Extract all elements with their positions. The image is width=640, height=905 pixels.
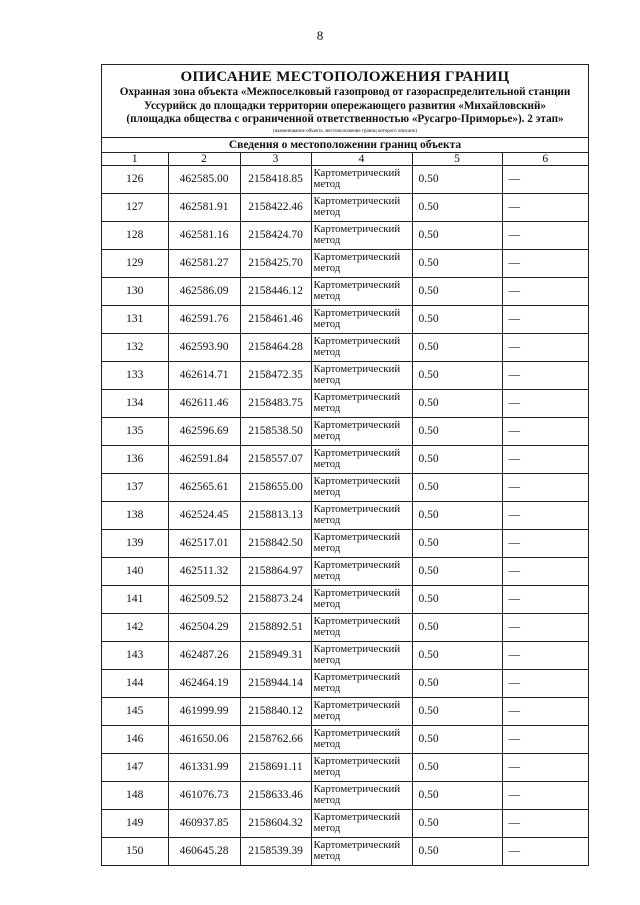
accuracy-cell: 0.50: [412, 445, 502, 473]
x-coordinate-cell: 462487.26: [168, 641, 240, 669]
accuracy-cell: 0.50: [412, 613, 502, 641]
table-row: [102, 613, 588, 641]
y-coordinate-cell: 2158655.00: [240, 473, 311, 501]
y-coordinate-cell: 2158813.13: [240, 501, 311, 529]
table-row: [102, 389, 588, 417]
method-cell: Картометрический метод: [311, 445, 412, 473]
y-coordinate-cell: 2158483.75: [240, 389, 311, 417]
x-coordinate-cell: 462581.27: [168, 249, 240, 277]
point-number-cell: 134: [102, 389, 168, 417]
table-row: [102, 221, 588, 249]
y-coordinate-cell: 2158464.28: [240, 333, 311, 361]
column-header: 2: [168, 153, 240, 166]
x-coordinate-cell: 461076.73: [168, 781, 240, 809]
description-cell: —: [502, 193, 588, 221]
x-coordinate-cell: 462593.90: [168, 333, 240, 361]
description-cell: —: [502, 305, 588, 333]
accuracy-cell: 0.50: [412, 781, 502, 809]
table-row: [102, 781, 588, 809]
method-cell: Картометрический метод: [311, 557, 412, 585]
x-coordinate-cell: 462596.69: [168, 417, 240, 445]
x-coordinate-cell: 462611.46: [168, 389, 240, 417]
table-row: [102, 277, 588, 305]
x-coordinate-cell: 462504.29: [168, 613, 240, 641]
point-number-cell: 132: [102, 333, 168, 361]
description-cell: —: [502, 837, 588, 865]
description-cell: —: [502, 417, 588, 445]
x-coordinate-cell: 462511.32: [168, 557, 240, 585]
description-cell: —: [502, 501, 588, 529]
method-cell: Картометрический метод: [311, 473, 412, 501]
description-cell: —: [502, 473, 588, 501]
accuracy-cell: 0.50: [412, 389, 502, 417]
method-cell: Картометрический метод: [311, 305, 412, 333]
point-number-cell: 144: [102, 669, 168, 697]
method-cell: Картометрический метод: [311, 361, 412, 389]
point-number-cell: 142: [102, 613, 168, 641]
table-row: [102, 249, 588, 277]
point-number-cell: 143: [102, 641, 168, 669]
y-coordinate-cell: 2158873.24: [240, 585, 311, 613]
table-row: [102, 417, 588, 445]
method-cell: Картометрический метод: [311, 333, 412, 361]
point-number-cell: 138: [102, 501, 168, 529]
description-cell: —: [502, 809, 588, 837]
accuracy-cell: 0.50: [412, 333, 502, 361]
method-cell: Картометрический метод: [311, 669, 412, 697]
x-coordinate-cell: 462591.76: [168, 305, 240, 333]
y-coordinate-cell: 2158604.32: [240, 809, 311, 837]
point-number-cell: 150: [102, 837, 168, 865]
accuracy-cell: 0.50: [412, 501, 502, 529]
description-cell: —: [502, 725, 588, 753]
point-number-cell: 136: [102, 445, 168, 473]
accuracy-cell: 0.50: [412, 249, 502, 277]
accuracy-cell: 0.50: [412, 277, 502, 305]
y-coordinate-cell: 2158461.46: [240, 305, 311, 333]
x-coordinate-cell: 461331.99: [168, 753, 240, 781]
table-row: [102, 473, 588, 501]
point-number-cell: 135: [102, 417, 168, 445]
description-cell: —: [502, 753, 588, 781]
object-name-caption: (наименование объекта, местоположение границ которого описано): [272, 128, 418, 134]
accuracy-cell: 0.50: [412, 165, 502, 193]
point-number-cell: 137: [102, 473, 168, 501]
x-coordinate-cell: 461650.06: [168, 725, 240, 753]
form-title: ОПИСАНИЕ МЕСТОПОЛОЖЕНИЯ ГРАНИЦ: [180, 69, 510, 85]
x-coordinate-cell: 462591.84: [168, 445, 240, 473]
accuracy-cell: 0.50: [412, 753, 502, 781]
y-coordinate-cell: 2158633.46: [240, 781, 311, 809]
y-coordinate-cell: 2158539.39: [240, 837, 311, 865]
y-coordinate-cell: 2158892.51: [240, 613, 311, 641]
description-cell: —: [502, 669, 588, 697]
table-row: [102, 193, 588, 221]
point-number-cell: 145: [102, 697, 168, 725]
table-row: [102, 697, 588, 725]
y-coordinate-cell: 2158472.35: [240, 361, 311, 389]
y-coordinate-cell: 2158425.70: [240, 249, 311, 277]
method-cell: Картометрический метод: [311, 725, 412, 753]
column-numbers-row: [102, 153, 588, 166]
y-coordinate-cell: 2158762.66: [240, 725, 311, 753]
method-cell: Картометрический метод: [311, 753, 412, 781]
table-row: [102, 501, 588, 529]
x-coordinate-cell: 462585.00: [168, 165, 240, 193]
table-row: [102, 445, 588, 473]
table-row: [102, 529, 588, 557]
table-row: [102, 641, 588, 669]
method-cell: Картометрический метод: [311, 193, 412, 221]
description-cell: —: [502, 781, 588, 809]
y-coordinate-cell: 2158864.97: [240, 557, 311, 585]
description-cell: —: [502, 529, 588, 557]
x-coordinate-cell: 462517.01: [168, 529, 240, 557]
method-cell: Картометрический метод: [311, 613, 412, 641]
column-header: 1: [102, 153, 168, 166]
description-cell: —: [502, 389, 588, 417]
x-coordinate-cell: 462464.19: [168, 669, 240, 697]
table-row: [102, 669, 588, 697]
x-coordinate-cell: 462581.16: [168, 221, 240, 249]
description-cell: —: [502, 445, 588, 473]
method-cell: Картометрический метод: [311, 697, 412, 725]
table-row: [102, 809, 588, 837]
method-cell: Картометрический метод: [311, 529, 412, 557]
y-coordinate-cell: 2158422.46: [240, 193, 311, 221]
table-row: [102, 585, 588, 613]
y-coordinate-cell: 2158949.31: [240, 641, 311, 669]
point-number-cell: 127: [102, 193, 168, 221]
y-coordinate-cell: 2158557.07: [240, 445, 311, 473]
table-body: [102, 165, 588, 865]
accuracy-cell: 0.50: [412, 809, 502, 837]
column-header: 3: [240, 153, 311, 166]
accuracy-cell: 0.50: [412, 725, 502, 753]
point-number-cell: 148: [102, 781, 168, 809]
table-row: [102, 165, 588, 193]
x-coordinate-cell: 461999.99: [168, 697, 240, 725]
y-coordinate-cell: 2158842.50: [240, 529, 311, 557]
x-coordinate-cell: 460645.28: [168, 837, 240, 865]
y-coordinate-cell: 2158446.12: [240, 277, 311, 305]
y-coordinate-cell: 2158538.50: [240, 417, 311, 445]
point-number-cell: 131: [102, 305, 168, 333]
description-cell: —: [502, 697, 588, 725]
point-number-cell: 149: [102, 809, 168, 837]
method-cell: Картометрический метод: [311, 809, 412, 837]
table-row: [102, 557, 588, 585]
boundary-description-form: [101, 64, 589, 866]
description-cell: —: [502, 277, 588, 305]
accuracy-cell: 0.50: [412, 585, 502, 613]
method-cell: Картометрический метод: [311, 641, 412, 669]
y-coordinate-cell: 2158691.11: [240, 753, 311, 781]
description-cell: —: [502, 613, 588, 641]
object-name-line-2: Уссурийск до площадки территории опережающего развития «Михайловский»: [143, 99, 547, 112]
point-number-cell: 126: [102, 165, 168, 193]
method-cell: Картометрический метод: [311, 249, 412, 277]
table-row: [102, 753, 588, 781]
coordinates-table: [102, 153, 588, 866]
point-number-cell: 133: [102, 361, 168, 389]
y-coordinate-cell: 2158418.85: [240, 165, 311, 193]
point-number-cell: 129: [102, 249, 168, 277]
point-number-cell: 128: [102, 221, 168, 249]
description-cell: —: [502, 221, 588, 249]
y-coordinate-cell: 2158944.14: [240, 669, 311, 697]
method-cell: Картометрический метод: [311, 165, 412, 193]
column-header: 4: [311, 153, 412, 166]
description-cell: —: [502, 361, 588, 389]
accuracy-cell: 0.50: [412, 221, 502, 249]
method-cell: Картометрический метод: [311, 501, 412, 529]
method-cell: Картометрический метод: [311, 837, 412, 865]
point-number-cell: 139: [102, 529, 168, 557]
table-row: [102, 333, 588, 361]
method-cell: Картометрический метод: [311, 277, 412, 305]
accuracy-cell: 0.50: [412, 697, 502, 725]
object-name-line-1: Охранная зона объекта «Межпоселковый газопровод от газораспределительной станции: [119, 86, 571, 98]
point-number-cell: 146: [102, 725, 168, 753]
point-number-cell: 141: [102, 585, 168, 613]
column-header: 5: [412, 153, 502, 166]
y-coordinate-cell: 2158424.70: [240, 221, 311, 249]
column-header: 6: [502, 153, 588, 166]
accuracy-cell: 0.50: [412, 193, 502, 221]
object-name-line-3: (площадка общества с ограниченной ответственностью «Русагро-Приморье»). 2 этап»: [126, 113, 564, 125]
x-coordinate-cell: 462524.45: [168, 501, 240, 529]
x-coordinate-cell: 462581.91: [168, 193, 240, 221]
page-number: 8: [316, 28, 324, 43]
accuracy-cell: 0.50: [412, 473, 502, 501]
accuracy-cell: 0.50: [412, 641, 502, 669]
table-row: [102, 725, 588, 753]
section-title: Сведения о местоположении границ объекта: [102, 138, 588, 153]
description-cell: —: [502, 557, 588, 585]
accuracy-cell: 0.50: [412, 417, 502, 445]
x-coordinate-cell: 462586.09: [168, 277, 240, 305]
x-coordinate-cell: 462509.52: [168, 585, 240, 613]
accuracy-cell: 0.50: [412, 305, 502, 333]
point-number-cell: 147: [102, 753, 168, 781]
method-cell: Картометрический метод: [311, 221, 412, 249]
x-coordinate-cell: 462565.61: [168, 473, 240, 501]
table-row: [102, 305, 588, 333]
x-coordinate-cell: 460937.85: [168, 809, 240, 837]
description-cell: —: [502, 641, 588, 669]
method-cell: Картометрический метод: [311, 417, 412, 445]
method-cell: Картометрический метод: [311, 781, 412, 809]
accuracy-cell: 0.50: [412, 361, 502, 389]
accuracy-cell: 0.50: [412, 557, 502, 585]
x-coordinate-cell: 462614.71: [168, 361, 240, 389]
accuracy-cell: 0.50: [412, 837, 502, 865]
point-number-cell: 130: [102, 277, 168, 305]
accuracy-cell: 0.50: [412, 529, 502, 557]
method-cell: Картометрический метод: [311, 389, 412, 417]
table-row: [102, 837, 588, 865]
description-cell: —: [502, 585, 588, 613]
accuracy-cell: 0.50: [412, 669, 502, 697]
description-cell: —: [502, 333, 588, 361]
y-coordinate-cell: 2158840.12: [240, 697, 311, 725]
point-number-cell: 140: [102, 557, 168, 585]
form-header: [102, 65, 588, 138]
method-cell: Картометрический метод: [311, 585, 412, 613]
description-cell: —: [502, 249, 588, 277]
description-cell: —: [502, 165, 588, 193]
table-row: [102, 361, 588, 389]
